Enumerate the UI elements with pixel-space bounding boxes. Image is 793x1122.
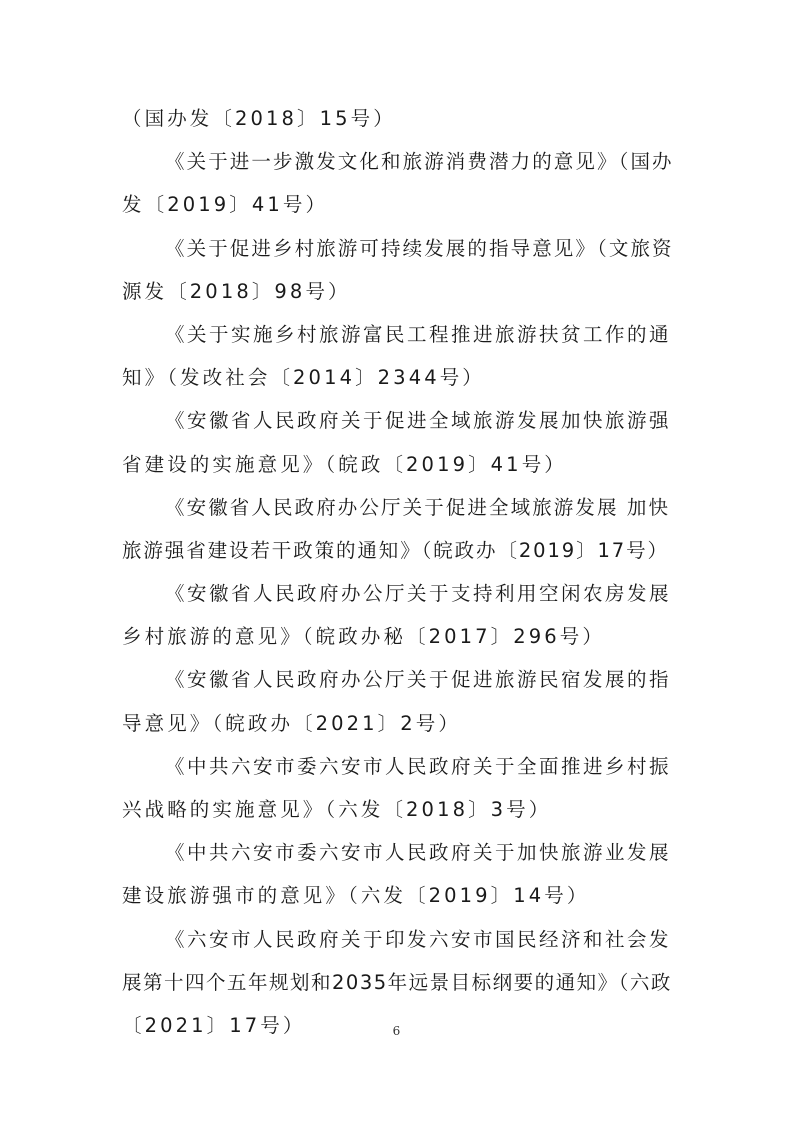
text-line: 源发〔2018〕98号） <box>122 279 351 303</box>
text-line: 《关于促进乡村旅游可持续发展的指导意见》（文旅资 <box>165 236 674 260</box>
text-line: 《中共六安市委六安市人民政府关于加快旅游业发展 <box>165 841 672 865</box>
text-line: 《六安市人民政府关于印发六安市国民经济和社会发 <box>165 927 672 951</box>
text-line: 《安徽省人民政府办公厅关于促进全域旅游发展 加快 <box>165 495 671 519</box>
text-line: 《中共六安市委六安市人民政府关于全面推进乡村振 <box>165 754 672 778</box>
text-line: 旅游强省建设若干政策的通知》（皖政办〔2019〕17号） <box>122 538 669 562</box>
text-line: 省建设的实施意见》（皖政〔2019〕41号） <box>122 452 567 476</box>
page-number: 6 <box>392 1024 401 1038</box>
text-line: 《关于实施乡村旅游富民工程推进旅游扶贫工作的通 <box>165 322 672 346</box>
text-line: 《关于进一步激发文化和旅游消费潜力的意见》（国办 <box>165 150 674 174</box>
text-line: 〔2021〕17号） <box>122 1013 306 1037</box>
text-line: 知》（发改社会〔2014〕2344号） <box>122 366 485 390</box>
text-line: 兴战略的实施意见》（六发〔2018〕3号） <box>122 798 552 821</box>
text-line: 《安徽省人民政府办公厅关于促进旅游民宿发展的指 <box>165 668 672 692</box>
text-line: 《安徽省人民政府办公厅关于支持利用空闲农房发展 <box>165 582 672 606</box>
text-line: 展第十四个五年规划和2035年远景目标纲要的通知》（六政 <box>122 970 672 994</box>
document-body <box>122 97 674 1047</box>
text-line: 乡村旅游的意见》（皖政办秘〔2017〕296号） <box>122 625 605 649</box>
text-line: （国办发〔2018〕15号） <box>122 107 396 130</box>
text-line: 建设旅游强市的意见》（六发〔2019〕14号） <box>122 884 590 908</box>
text-line: 发〔2019〕41号） <box>122 193 329 217</box>
text-line: 导意见》（皖政办〔2021〕2号） <box>122 711 461 735</box>
text-line: 《安徽省人民政府关于促进全域旅游发展加快旅游强 <box>165 409 672 433</box>
